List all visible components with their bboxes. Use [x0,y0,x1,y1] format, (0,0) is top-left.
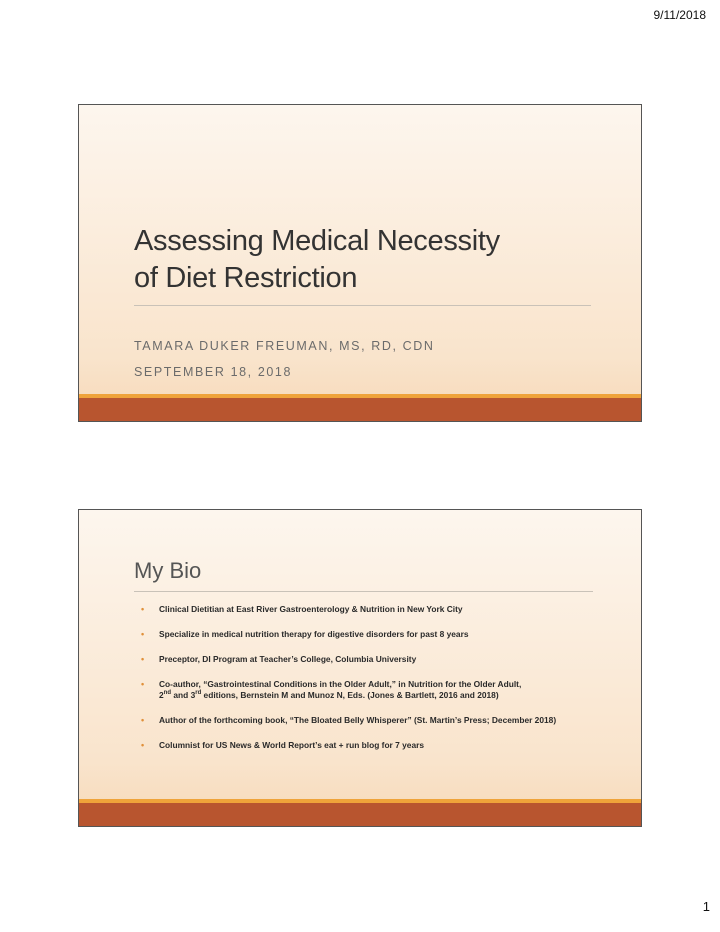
ordinal-3: 3 [190,689,196,700]
ordinal-3-suffix: rd [195,689,202,696]
slide-title [134,223,604,297]
bio-item-text: Specialize in medical nutrition therapy for digestive disorders for past 8 years [159,629,469,639]
bio-item-line1: Co-author, “Gastrointestinal Conditions in the Older Adult,” in Nutrition for the Older Adult, [159,679,522,689]
and-text: and [171,689,191,700]
title-divider [134,305,591,306]
author-line: TAMARA DUKER FREUMAN, MS, RD, CDN [134,339,435,353]
slide-title-line-2: of Diet Restriction [134,262,358,294]
bio-item-rest: editions, Bernstein M and Munoz N, Eds. (Jones & Bartlett, 2016 and 2018) [201,689,499,700]
bio-item [141,740,611,751]
bio-item-text [159,679,521,700]
bullet-icon: • [141,604,145,614]
page-date: 9/11/2018 [653,8,706,22]
bio-item [141,715,611,726]
bullet-icon: • [141,654,145,664]
bullet-icon: • [141,739,145,750]
bio-slide [78,509,642,827]
slide-title-line-1: Assessing Medical Necessity [134,225,500,257]
bullet-icon: • [141,679,145,689]
ordinal-2-suffix: nd [163,689,172,696]
bullet-icon: • [141,629,145,639]
slide-footer-band [79,394,641,421]
bio-item [141,654,611,665]
presentation-date: SEPTEMBER 18, 2018 [134,365,293,379]
page-number: 1 [702,899,710,914]
bio-item-text: Columnist for US News & World Report’s eat + run blog for 7 years [159,739,425,750]
bio-item-text: Author of the forthcoming book, “The Bloated Belly Whisperer” (St. Martin’s Press; December 2018) [159,714,557,725]
bio-item-text: Preceptor, DI Program at Teacher’s College, Columbia University [159,654,417,664]
bio-heading: My Bio [134,558,202,583]
slide-footer-band [79,799,641,826]
bio-item-text: Clinical Dietitian at East River Gastroenterology & Nutrition in New York City [159,604,463,614]
bio-item [141,679,611,700]
title-slide [78,104,642,422]
bio-divider [134,591,593,592]
ordinal-2: 2 [159,689,164,700]
bullet-icon: • [141,714,145,725]
bio-list [141,598,611,765]
bio-item [141,629,611,640]
bio-item [141,604,611,615]
